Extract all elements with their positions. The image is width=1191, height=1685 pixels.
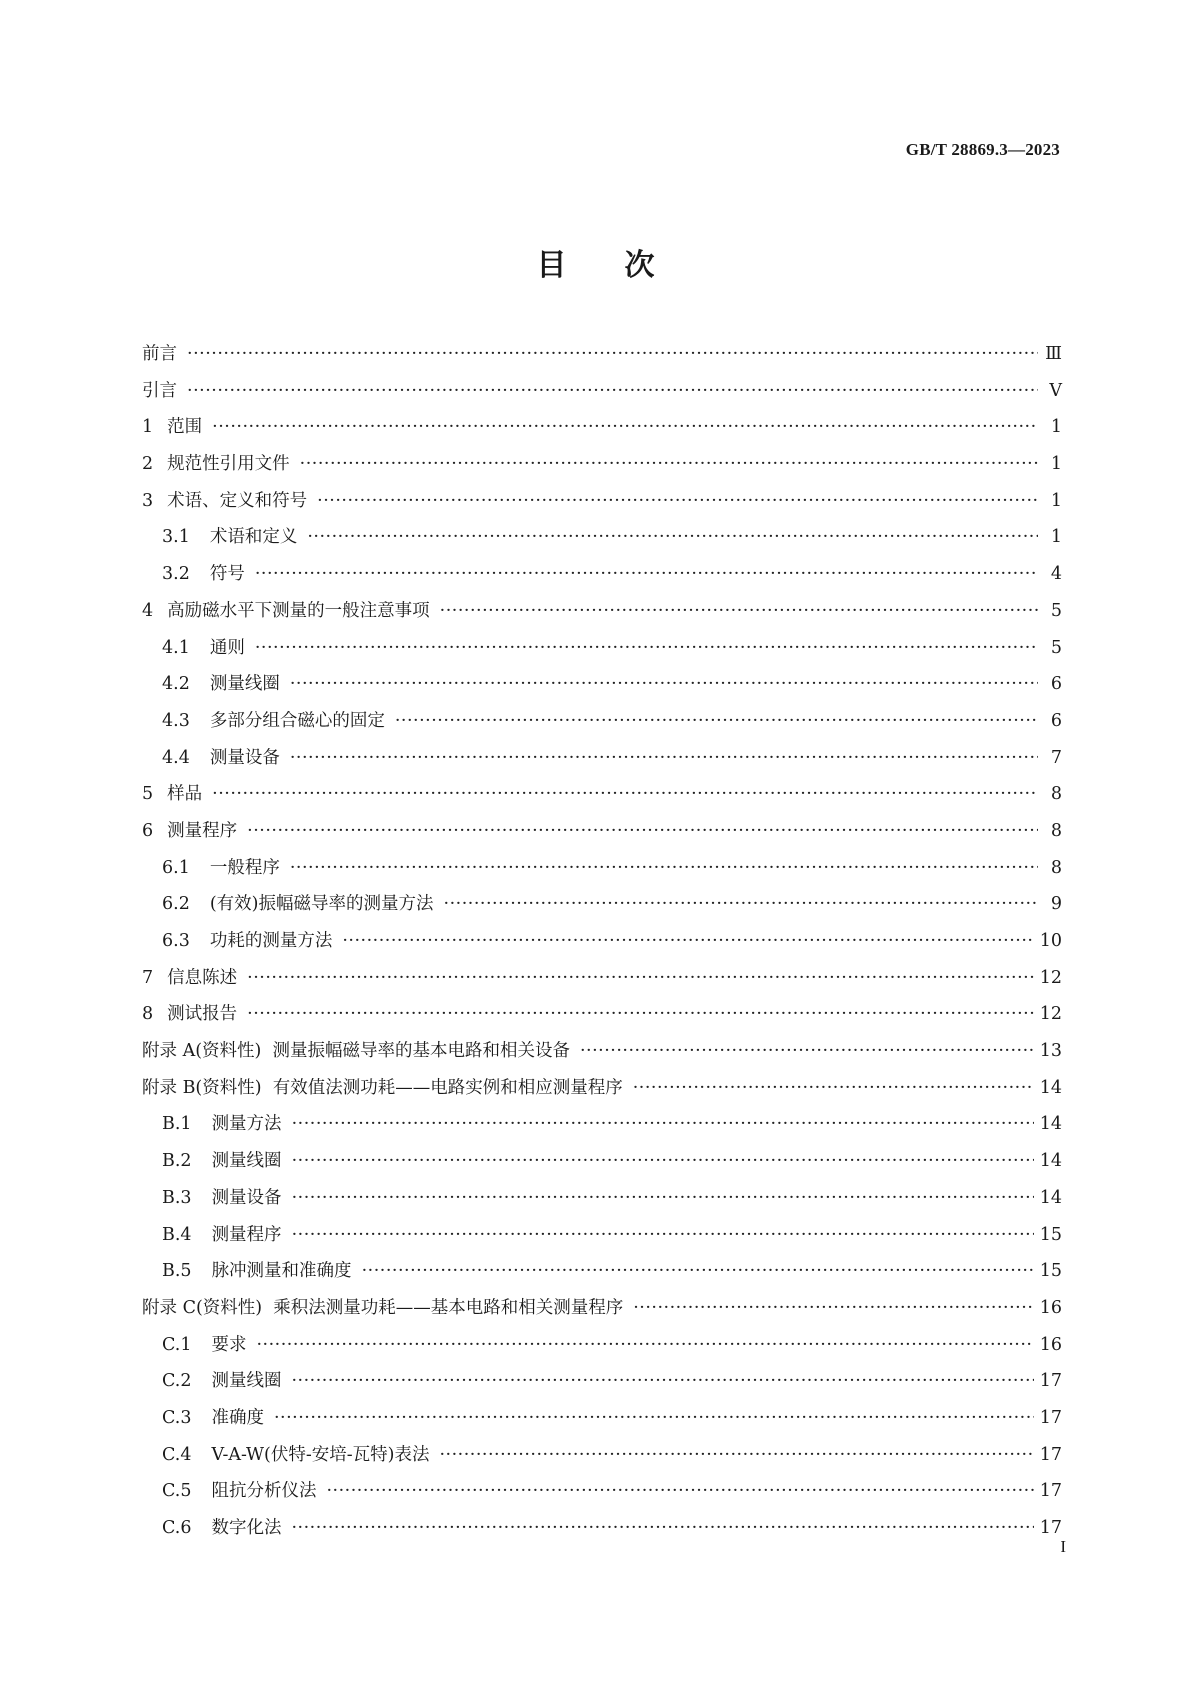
toc-entry-number: 7 bbox=[142, 967, 154, 988]
toc-entry-number: C.6 bbox=[162, 1518, 192, 1538]
toc-leader-dots bbox=[187, 381, 1038, 401]
toc-entry[interactable] bbox=[142, 964, 1062, 1001]
toc-entry-label: 通则 bbox=[209, 637, 245, 658]
toc-entry-page: 12 bbox=[1039, 1004, 1062, 1025]
toc-leader-dots bbox=[633, 1298, 1033, 1318]
toc-entry-page: 14 bbox=[1039, 1077, 1062, 1098]
toc-entry-page: 5 bbox=[1050, 600, 1062, 621]
toc-entry-page: 13 bbox=[1039, 1041, 1062, 1062]
toc-entry-label: 准确度 bbox=[211, 1407, 264, 1428]
toc-entry-page: 1 bbox=[1050, 527, 1062, 548]
toc-entry-label: 测量线圈 bbox=[211, 1151, 282, 1172]
toc-entry[interactable] bbox=[142, 1221, 1062, 1258]
toc-entry-number: C.5 bbox=[162, 1481, 192, 1502]
toc-entry[interactable] bbox=[142, 780, 1062, 817]
toc-entry-label: 符号 bbox=[209, 564, 245, 585]
toc-leader-dots bbox=[247, 821, 1038, 841]
toc-entry-page: 15 bbox=[1039, 1224, 1062, 1245]
toc-entry-label: 测量程序 bbox=[211, 1224, 282, 1245]
toc-entry[interactable] bbox=[142, 340, 1062, 377]
toc-leader-dots bbox=[212, 417, 1038, 437]
toc-entry[interactable] bbox=[142, 1367, 1062, 1404]
toc-leader-dots bbox=[255, 564, 1038, 584]
toc-leader-dots bbox=[444, 894, 1039, 914]
toc-entry-number: B.2 bbox=[162, 1151, 192, 1172]
toc-entry-page: 5 bbox=[1050, 637, 1062, 658]
toc-entry[interactable] bbox=[142, 890, 1062, 927]
toc-entry-number: 4.1 bbox=[162, 637, 190, 658]
toc-entry-number: 4.4 bbox=[162, 747, 190, 768]
toc-entry-label: 引言 bbox=[142, 380, 177, 401]
toc-entry-label: 测量程序 bbox=[167, 820, 238, 841]
toc-leader-dots bbox=[580, 1041, 1034, 1061]
toc-entry-number: 8 bbox=[142, 1004, 154, 1025]
toc-entry-page: 17 bbox=[1039, 1481, 1062, 1502]
toc-entry-label: 测量线圈 bbox=[211, 1371, 282, 1392]
toc-entry[interactable] bbox=[142, 707, 1062, 744]
toc-entry-page: Ⅴ bbox=[1049, 380, 1062, 401]
toc-entry-label: V-A-W(伏特-安培-瓦特)表法 bbox=[211, 1444, 430, 1465]
toc-entry[interactable] bbox=[142, 1074, 1062, 1111]
toc-entry-page: 12 bbox=[1039, 967, 1062, 988]
toc-entry-label: 术语和定义 bbox=[209, 527, 298, 548]
toc-entry-page: 1 bbox=[1050, 454, 1062, 475]
toc-entry[interactable] bbox=[142, 1257, 1062, 1294]
toc-entry-label: 范围 bbox=[167, 417, 203, 438]
toc-entry-number: B.5 bbox=[162, 1261, 192, 1282]
toc-entry-label: 附录 C(资料性) 乘积法测量功耗——基本电路和相关测量程序 bbox=[142, 1297, 624, 1318]
toc-entry-number: 6 bbox=[142, 820, 154, 841]
toc-entry-page: 17 bbox=[1039, 1407, 1062, 1428]
toc-entry[interactable] bbox=[142, 1331, 1062, 1368]
toc-entry-page: Ⅲ bbox=[1045, 344, 1062, 364]
toc-entry-label: 要求 bbox=[211, 1334, 247, 1355]
toc-leader-dots bbox=[212, 784, 1038, 804]
toc-entry[interactable] bbox=[142, 560, 1062, 597]
toc-entry-page: 16 bbox=[1039, 1334, 1062, 1355]
toc-leader-dots bbox=[247, 968, 1034, 988]
toc-leader-dots bbox=[247, 1004, 1034, 1024]
toc-entry-label: 测量线圈 bbox=[209, 674, 280, 695]
toc-entry-label: 测量设备 bbox=[209, 747, 280, 768]
toc-leader-dots bbox=[307, 527, 1038, 547]
toc-entry-page: 17 bbox=[1039, 1444, 1062, 1465]
toc-entry-number: 4.3 bbox=[162, 710, 190, 731]
toc-entry[interactable] bbox=[142, 377, 1062, 414]
toc-entry-label: 前言 bbox=[142, 344, 177, 364]
toc-entry-label: 高励磁水平下测量的一般注意事项 bbox=[167, 600, 430, 621]
toc-entry[interactable] bbox=[142, 1514, 1062, 1551]
toc-entry[interactable] bbox=[142, 670, 1062, 707]
toc-entry-page: 14 bbox=[1039, 1187, 1062, 1208]
toc-entry-page: 6 bbox=[1050, 710, 1062, 731]
toc-leader-dots bbox=[633, 1078, 1034, 1098]
toc-entry-number: C.1 bbox=[162, 1334, 192, 1355]
toc-entry[interactable] bbox=[142, 744, 1062, 781]
toc-entry-label: 附录 B(资料性) 有效值法测功耗——电路实例和相应测量程序 bbox=[142, 1077, 623, 1098]
toc-leader-dots bbox=[256, 1335, 1033, 1355]
toc-entry[interactable] bbox=[142, 487, 1062, 524]
toc-entry-page: 1 bbox=[1050, 490, 1062, 511]
toc-entry-page: 17 bbox=[1039, 1371, 1062, 1392]
toc-entry-number: 2 bbox=[142, 454, 154, 475]
toc-entry[interactable] bbox=[142, 1000, 1062, 1037]
toc-leader-dots bbox=[395, 711, 1038, 731]
toc-entry-number: B.3 bbox=[162, 1187, 192, 1208]
toc-entry-page: 1 bbox=[1050, 417, 1062, 438]
toc-entry-label: 脉冲测量和准确度 bbox=[211, 1261, 352, 1282]
toc-entry[interactable] bbox=[142, 634, 1062, 671]
toc-leader-dots bbox=[187, 344, 1038, 364]
toc-entry-number: 3.2 bbox=[162, 564, 190, 585]
toc-entry-number: 3 bbox=[142, 490, 154, 511]
toc-entry-label: 测试报告 bbox=[167, 1004, 238, 1025]
toc-entry-page: 7 bbox=[1050, 747, 1062, 768]
page-number: I bbox=[1060, 1537, 1066, 1556]
toc-entry-number: 4 bbox=[142, 600, 154, 621]
toc-entry-number: C.2 bbox=[162, 1371, 192, 1392]
toc-entry-page: 8 bbox=[1050, 784, 1062, 805]
toc-leader-dots bbox=[290, 748, 1038, 768]
toc-entry[interactable] bbox=[142, 1037, 1062, 1074]
toc-entry[interactable] bbox=[142, 817, 1062, 854]
toc-leader-dots bbox=[290, 858, 1038, 878]
toc-entry-label: (有效)振幅磁导率的测量方法 bbox=[209, 894, 434, 915]
toc-entry-label: 附录 A(资料性) 测量振幅磁导率的基本电路和相关设备 bbox=[142, 1041, 570, 1062]
toc-entry[interactable] bbox=[142, 597, 1062, 634]
toc-entry[interactable] bbox=[142, 1110, 1062, 1147]
toc-entry-number: B.1 bbox=[162, 1114, 192, 1135]
toc-entry-page: 17 bbox=[1039, 1518, 1062, 1538]
toc-entry-number: 6.2 bbox=[162, 894, 190, 915]
toc-entry-number: 4.2 bbox=[162, 674, 190, 695]
toc-entry-number: B.4 bbox=[162, 1224, 192, 1245]
toc-entry[interactable] bbox=[142, 413, 1062, 450]
toc-leader-dots bbox=[362, 1261, 1034, 1281]
toc-entry-label: 样品 bbox=[167, 784, 203, 805]
toc-entry-page: 4 bbox=[1050, 564, 1062, 585]
toc-entry-label: 规范性引用文件 bbox=[167, 454, 290, 475]
toc-entry[interactable] bbox=[142, 1294, 1062, 1331]
toc-leader-dots bbox=[274, 1408, 1034, 1428]
toc-entry-label: 测量方法 bbox=[211, 1114, 282, 1135]
toc-entry-page: 14 bbox=[1039, 1151, 1062, 1172]
toc-entry-page: 8 bbox=[1050, 857, 1062, 878]
toc-entry-number: 5 bbox=[142, 784, 154, 805]
toc-entry[interactable] bbox=[142, 1184, 1062, 1221]
toc-entry-page: 14 bbox=[1039, 1114, 1062, 1135]
toc-leader-dots bbox=[292, 1188, 1034, 1208]
toc-entry-label: 数字化法 bbox=[211, 1518, 282, 1538]
toc-leader-dots bbox=[292, 1151, 1034, 1171]
toc-entry-number: C.4 bbox=[162, 1444, 192, 1465]
page-title: 目次 bbox=[536, 248, 713, 283]
toc-entry-page: 6 bbox=[1050, 674, 1062, 695]
toc-entry-number: 6.1 bbox=[162, 857, 190, 878]
toc-leader-dots bbox=[300, 454, 1038, 474]
toc-leader-dots bbox=[439, 1445, 1033, 1465]
toc-entry[interactable] bbox=[142, 1147, 1062, 1184]
toc-entry[interactable] bbox=[142, 1477, 1062, 1514]
toc-entry[interactable] bbox=[142, 450, 1062, 487]
toc-leader-dots bbox=[440, 601, 1038, 621]
toc-entry-label: 测量设备 bbox=[211, 1187, 282, 1208]
toc-leader-dots bbox=[292, 1114, 1034, 1134]
toc-leader-dots bbox=[317, 491, 1038, 511]
toc-leader-dots bbox=[326, 1481, 1033, 1501]
toc-entry-number: C.3 bbox=[162, 1407, 192, 1428]
toc-entry-label: 功耗的测量方法 bbox=[209, 931, 333, 951]
toc-entry[interactable] bbox=[142, 523, 1062, 560]
toc-entry-label: 一般程序 bbox=[209, 857, 280, 878]
toc-leader-dots bbox=[342, 931, 1033, 951]
toc-entry-page: 10 bbox=[1039, 931, 1062, 951]
toc-entry[interactable] bbox=[142, 1404, 1062, 1441]
toc-entry-page: 8 bbox=[1050, 820, 1062, 841]
toc-leader-dots bbox=[291, 1371, 1033, 1391]
toc-entry-page: 15 bbox=[1039, 1261, 1062, 1282]
toc-entry-page: 9 bbox=[1050, 894, 1062, 915]
toc-entry-label: 多部分组合磁心的固定 bbox=[209, 710, 385, 731]
toc-leader-dots bbox=[291, 1518, 1033, 1538]
toc-entry[interactable] bbox=[142, 854, 1062, 891]
table-of-contents bbox=[142, 340, 1062, 1551]
toc-leader-dots bbox=[255, 638, 1038, 658]
standard-number: GB/T 28869.3—2023 bbox=[905, 140, 1060, 159]
toc-leader-dots bbox=[290, 674, 1038, 694]
toc-entry-page: 16 bbox=[1039, 1297, 1062, 1318]
toc-entry-label: 术语、定义和符号 bbox=[167, 490, 308, 511]
toc-entry-number: 6.3 bbox=[162, 931, 190, 951]
toc-entry[interactable] bbox=[142, 1441, 1062, 1478]
toc-entry-label: 阻抗分析仪法 bbox=[211, 1481, 317, 1502]
toc-entry[interactable] bbox=[142, 927, 1062, 964]
toc-entry-number: 1 bbox=[142, 417, 154, 438]
toc-leader-dots bbox=[292, 1225, 1034, 1245]
toc-entry-label: 信息陈述 bbox=[167, 967, 238, 988]
toc-entry-number: 3.1 bbox=[162, 527, 190, 548]
